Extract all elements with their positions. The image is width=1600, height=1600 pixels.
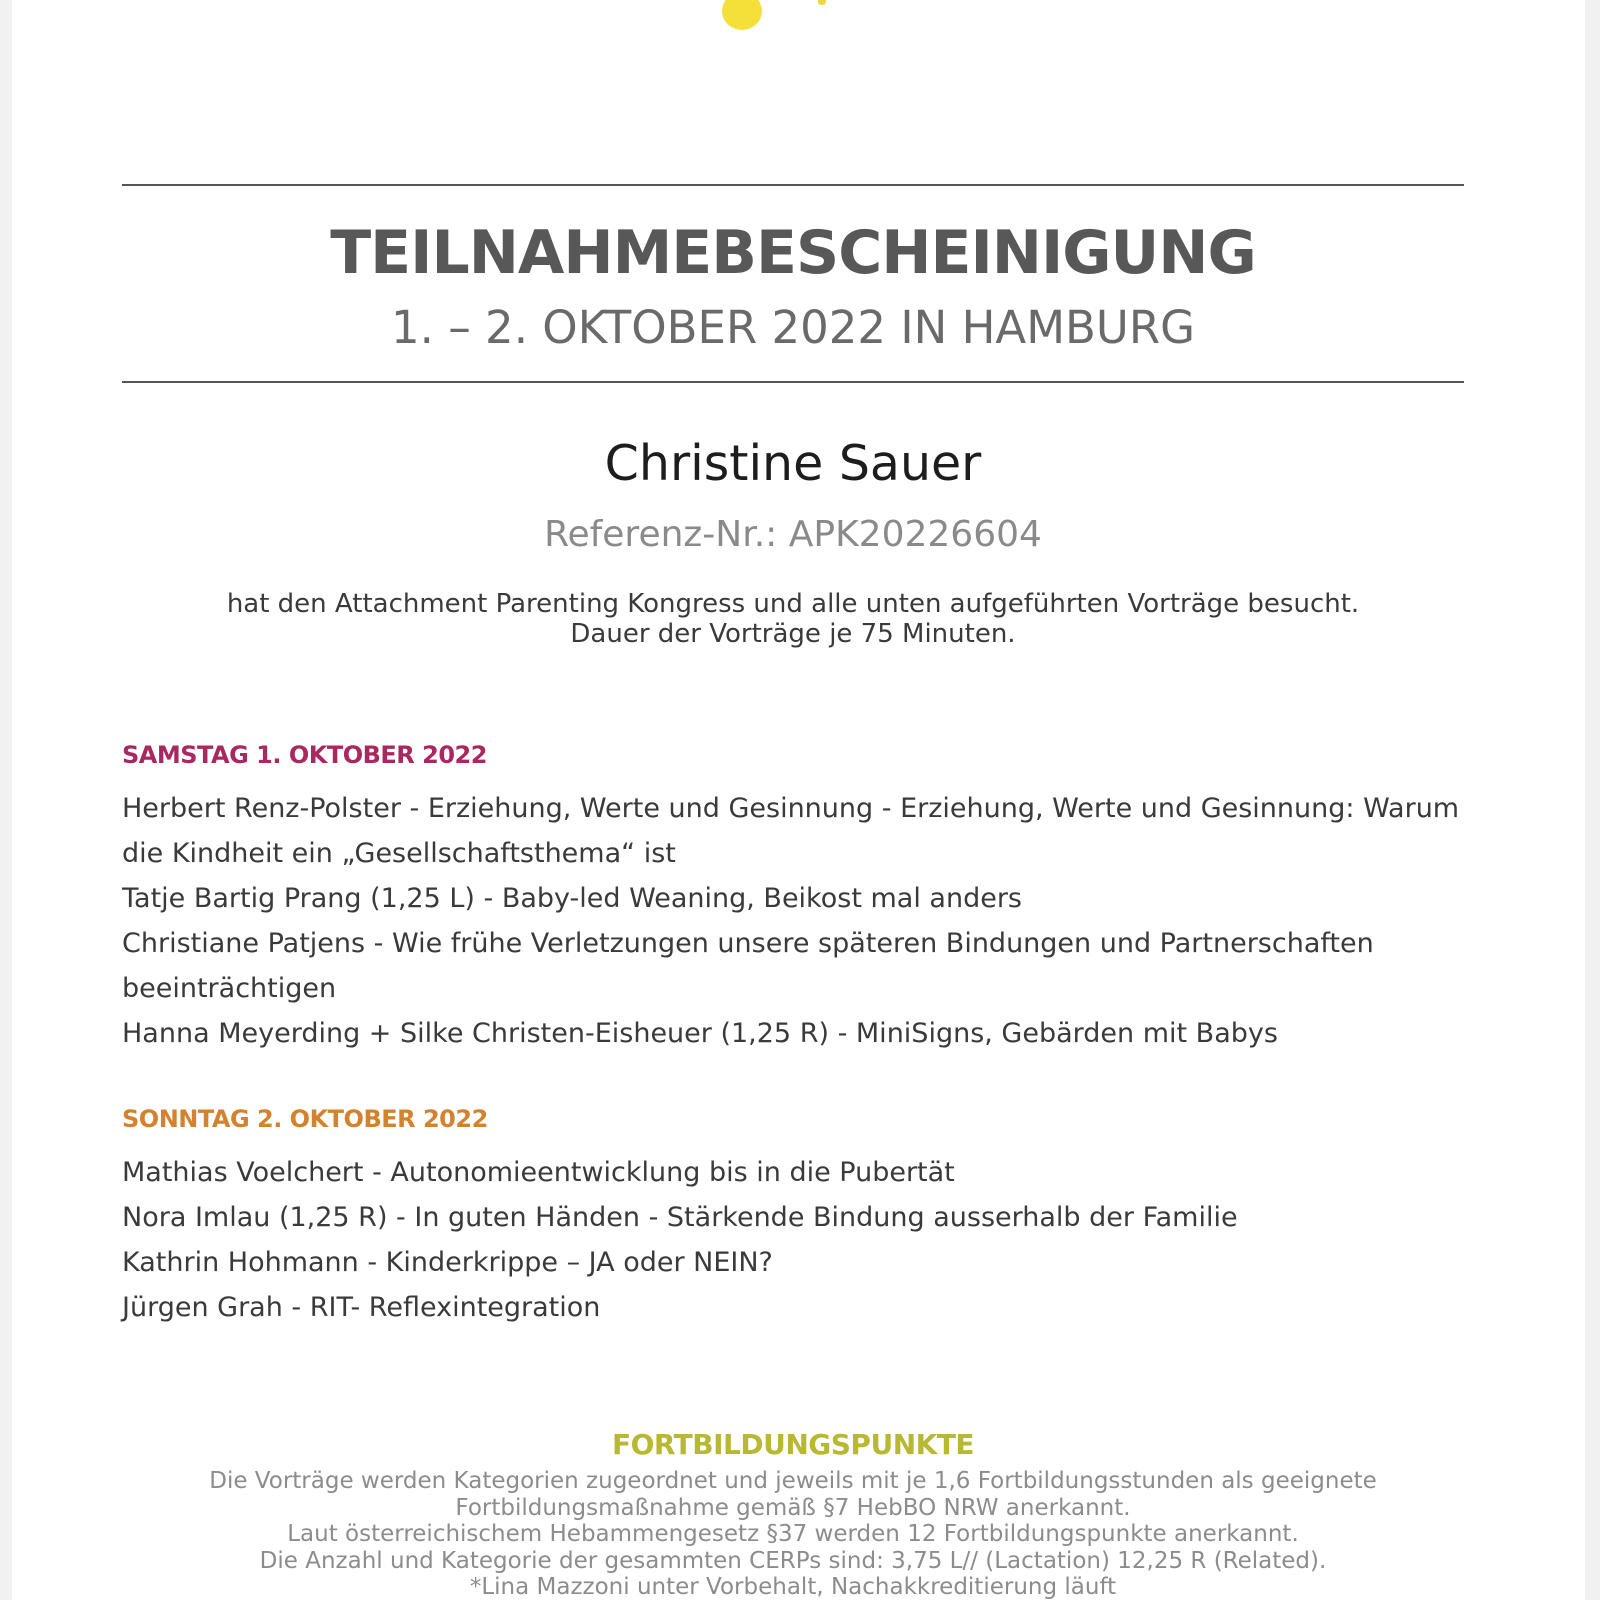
points-line: Laut österreichischem Hebammengesetz §37 werden 12 Fortbildungspunkte anerkannt.: [287, 1521, 1299, 1547]
talk-item: Kathrin Hohmann - Kinderkrippe – JA oder NEIN?: [122, 1247, 773, 1278]
points-text: [122, 1468, 1464, 1600]
points-heading: FORTBILDUNGSPUNKTE: [611, 1428, 975, 1461]
event-date-location: 1. – 2. OKTOBER 2022 IN HAMBURG: [391, 301, 1195, 354]
talk-item: Herbert Renz-Polster - Erziehung, Werte und Gesinnung - Erziehung, Werte und Gesinnung: Warum die Kindheit ein „Gesellschaftsthema“ ist: [122, 793, 1460, 869]
day-heading-saturday: SAMSTAG 1. OKTOBER 2022: [122, 741, 487, 769]
talk-item: Mathias Voelchert - Autonomieentwicklung bis in die Pubertät: [122, 1157, 955, 1188]
talk-item: Christiane Patjens - Wie frühe Verletzungen unsere späteren Bindungen und Partnerschaften beeinträchtigen: [122, 928, 1374, 1004]
talk-item: Hanna Meyerding + Silke Christen-Eisheuer (1,25 R) - MiniSigns, Gebärden mit Babys: [122, 1018, 1278, 1049]
talk-item: Tatje Bartig Prang (1,25 L) - Baby-led Weaning, Beikost mal anders: [122, 883, 1022, 914]
logo-spark-icon: [818, 0, 826, 5]
certificate-page: [12, 0, 1585, 1600]
intro-line: hat den Attachment Parenting Kongress und alle unten aufgeführten Vorträge besucht.: [226, 589, 1360, 619]
top-divider: [122, 184, 1464, 186]
intro-line: Dauer der Vorträge je 75 Minuten.: [570, 619, 1016, 649]
points-line: Fortbildungsmaßnahme gemäß §7 HebBO NRW anerkannt.: [455, 1494, 1131, 1521]
talk-list-sunday: [122, 1150, 1472, 1330]
talk-list-saturday: [122, 786, 1472, 1056]
sun-logo-icon: [722, 0, 762, 30]
page-title: TEILNAHMEBESCHEINIGUNG: [330, 218, 1256, 288]
bottom-divider: [122, 381, 1464, 383]
points-line: Die Anzahl und Kategorie der gesammten CERPs sind: 3,75 L// (Lactation) 12,25 R (Related).: [259, 1547, 1327, 1574]
reference-number: Referenz-Nr.: APK20226604: [544, 514, 1042, 555]
points-line: Die Vorträge werden Kategorien zugeordnet und jeweils mit je 1,6 Fortbildungsstunden als geeignete: [209, 1468, 1377, 1494]
day-heading-sunday: SONNTAG 2. OKTOBER 2022: [122, 1105, 488, 1133]
talk-item: Jürgen Grah - RIT- Reflexintegration: [122, 1292, 601, 1323]
talk-item: Nora Imlau (1,25 R) - In guten Händen - Stärkende Bindung ausserhalb der Familie: [122, 1202, 1238, 1233]
points-line: *Lina Mazzoni unter Vorbehalt, Nachakkreditierung läuft: [469, 1574, 1117, 1600]
intro-text: [122, 589, 1464, 649]
participant-name: Christine Sauer: [604, 435, 982, 492]
